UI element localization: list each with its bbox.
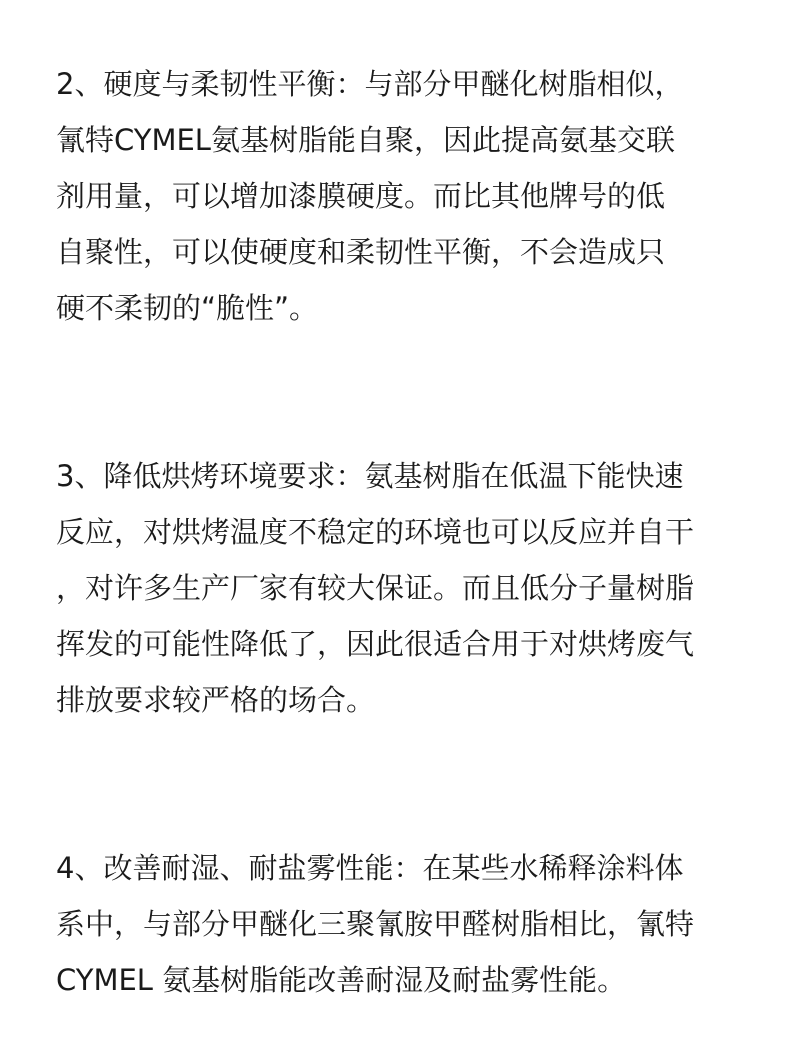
text-line: 系中，与部分甲醚化三聚氰胺甲醛树脂相比，氰特 xyxy=(56,907,695,941)
text-line: 剂用量，可以增加漆膜硬度。而比其他牌号的低 xyxy=(56,179,666,213)
text-line: 4、改善耐湿、耐盐雾性能：在某些水稀释涂料体 xyxy=(56,851,684,885)
text-line: 反应，对烘烤温度不稳定的环境也可以反应并自干 xyxy=(56,515,695,549)
paragraph-humidity-salt-spray xyxy=(56,840,776,1008)
text-line: CYMEL 氨基树脂能改善耐湿及耐盐雾性能。 xyxy=(56,963,627,997)
text-line: 2、硬度与柔韧性平衡：与部分甲醚化树脂相似， xyxy=(56,67,684,101)
text-line: 排放要求较严格的场合。 xyxy=(56,683,376,717)
text-line: 自聚性，可以使硬度和柔韧性平衡，不会造成只 xyxy=(56,235,666,269)
text-line: 3、降低烘烤环境要求：氨基树脂在低温下能快速 xyxy=(56,459,684,493)
text-line: 挥发的可能性降低了，因此很适合用于对烘烤废气 xyxy=(56,627,695,661)
text-line: 硬不柔韧的“脆性”。 xyxy=(56,291,319,325)
text-line: ，对许多生产厂家有较大保证。而且低分子量树脂 xyxy=(56,571,695,605)
paragraph-baking-requirements xyxy=(56,448,776,728)
text-line: 氰特CYMEL氨基树脂能自聚，因此提高氨基交联 xyxy=(56,123,675,157)
paragraph-hardness-flexibility xyxy=(56,56,776,336)
